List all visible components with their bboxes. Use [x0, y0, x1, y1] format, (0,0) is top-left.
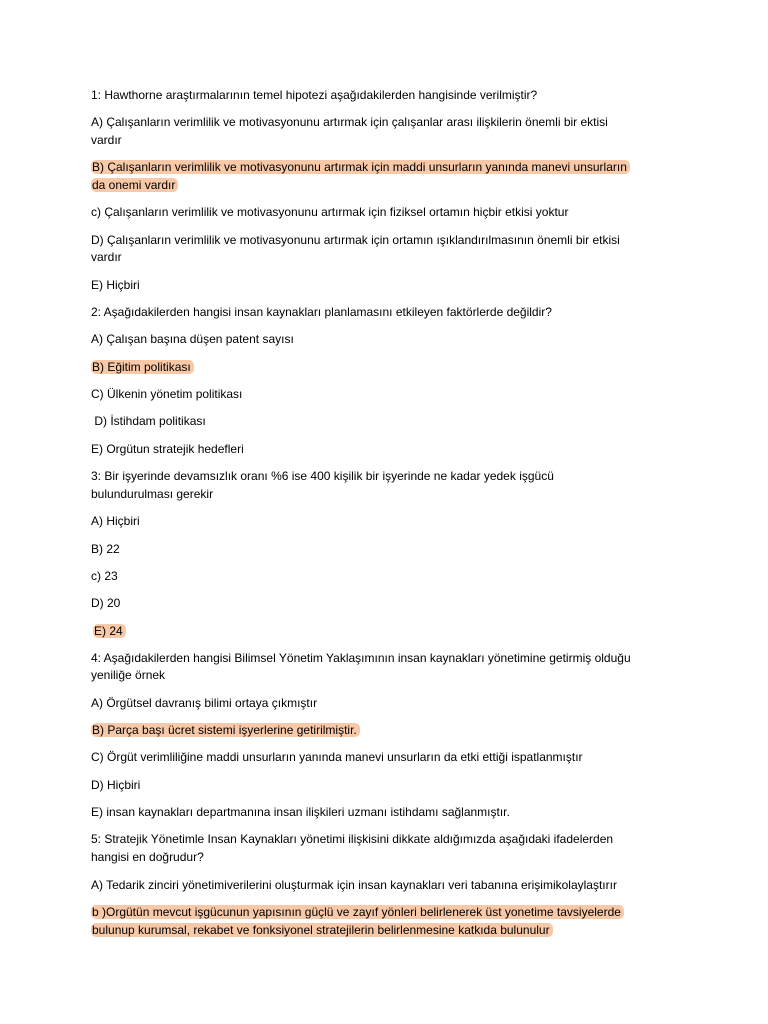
- q3-option-b: B) 22: [91, 542, 120, 556]
- question-3-text: 3: Bir işyerinde devamsızlık oranı %6 ise 400 kişilik bir işyerinde ne kadar yedek işgücü: [91, 469, 554, 483]
- q1-option-d-cont: vardır: [91, 250, 122, 264]
- q1-option-b-cont: da onemi vardır: [91, 176, 691, 194]
- q1-option-d: D) Çalışanların verimlilik ve motivasyonunu artırmak için ortamın ışıklandırılmasının önemli bir etkisi: [91, 233, 620, 247]
- question-3-text-cont: bulundurulması gerekir: [91, 487, 214, 501]
- q3-option-e-highlighted: E) 24: [91, 622, 691, 640]
- q2-option-b-highlighted: B) Eğitim politikası: [91, 358, 691, 376]
- q1-option-b-highlighted: B) Çalışanların verimlilik ve motivasyonunu artırmak için maddi unsurların yanında manevi unsurların: [91, 158, 691, 176]
- q4-option-b-highlighted: B) Parça başı ücret sistemi işyerlerine getirilmiştir.: [91, 721, 691, 739]
- q2-option-d: D) İstihdam politikası: [91, 414, 206, 428]
- q5-option-b-highlighted: b )Orgütün mevcut işgücunun yapısının güçlü ve zayıf yönleri belirlenerek üst yonetime tavsiyelerde: [91, 903, 691, 921]
- question-4-text-cont: yeniliğe örnek: [91, 668, 166, 682]
- q5-option-a: A) Tedarik zinciri yönetimiverilerini oluşturmak için insan kaynakları veri tabanına erişimikolaylaştırır: [91, 878, 617, 892]
- q4-option-e: E) insan kaynakları departmanına insan ilişkileri uzmanı istihdamı sağlanmıştır.: [91, 805, 510, 819]
- q4-option-c: C) Örgüt verimliliğine maddi unsurların yanında manevi unsurların da etki ettiği ispatlanmıştır: [91, 750, 583, 764]
- q3-option-c: c) 23: [91, 569, 118, 583]
- q5-option-b-cont: bulunup kurumsal, rekabet ve fonksiyonel stratejilerin belirlenmesine katkıda bulunulur: [91, 921, 691, 939]
- q4-option-a: A) Örgütsel davranış bilimi ortaya çıkmıştır: [91, 696, 318, 710]
- question-5-text-cont: hangisi en doğrudur?: [91, 850, 204, 864]
- q4-option-d: D) Hiçbiri: [91, 778, 141, 792]
- q2-option-e: E) Orgütun stratejik hedefleri: [91, 442, 244, 456]
- q1-option-c: c) Çalışanların verimlilik ve motivasyonunu artırmak için fiziksel ortamın hiçbir etkisi yoktur: [91, 205, 569, 219]
- question-1-text: 1: Hawthorne araştırmalarının temel hipotezi aşağıdakilerden hangisinde verilmiştir?: [91, 88, 538, 102]
- q1-option-a: A) Çalışanların verimlilik ve motivasyonunu artırmak için çalışanlar arası ilişkilerin önemli bir ektisi: [91, 115, 608, 129]
- q1-option-a-cont: vardır: [91, 133, 122, 147]
- question-4-text: 4: Aşağıdakilerden hangisi Bilimsel Yönetim Yaklaşımının insan kaynakları yönetimine getirmiş olduğu: [91, 651, 631, 665]
- q2-option-c: C) Ülkenin yönetim politikası: [91, 387, 243, 401]
- question-2-text: 2: Aşağıdakilerden hangisi insan kaynakları planlamasını etkileyen faktörlerde değildir?: [91, 305, 552, 319]
- q1-option-e: E) Hiçbiri: [91, 278, 140, 292]
- q3-option-a: A) Hiçbiri: [91, 514, 140, 528]
- q2-option-a: A) Çalışan başına düşen patent sayısı: [91, 332, 294, 346]
- q3-option-d: D) 20: [91, 596, 121, 610]
- question-5-text: 5: Stratejik Yönetimle Insan Kaynakları yönetimi ilişkisini dikkate aldığımızda aşağıdaki ifadelerden: [91, 832, 614, 846]
